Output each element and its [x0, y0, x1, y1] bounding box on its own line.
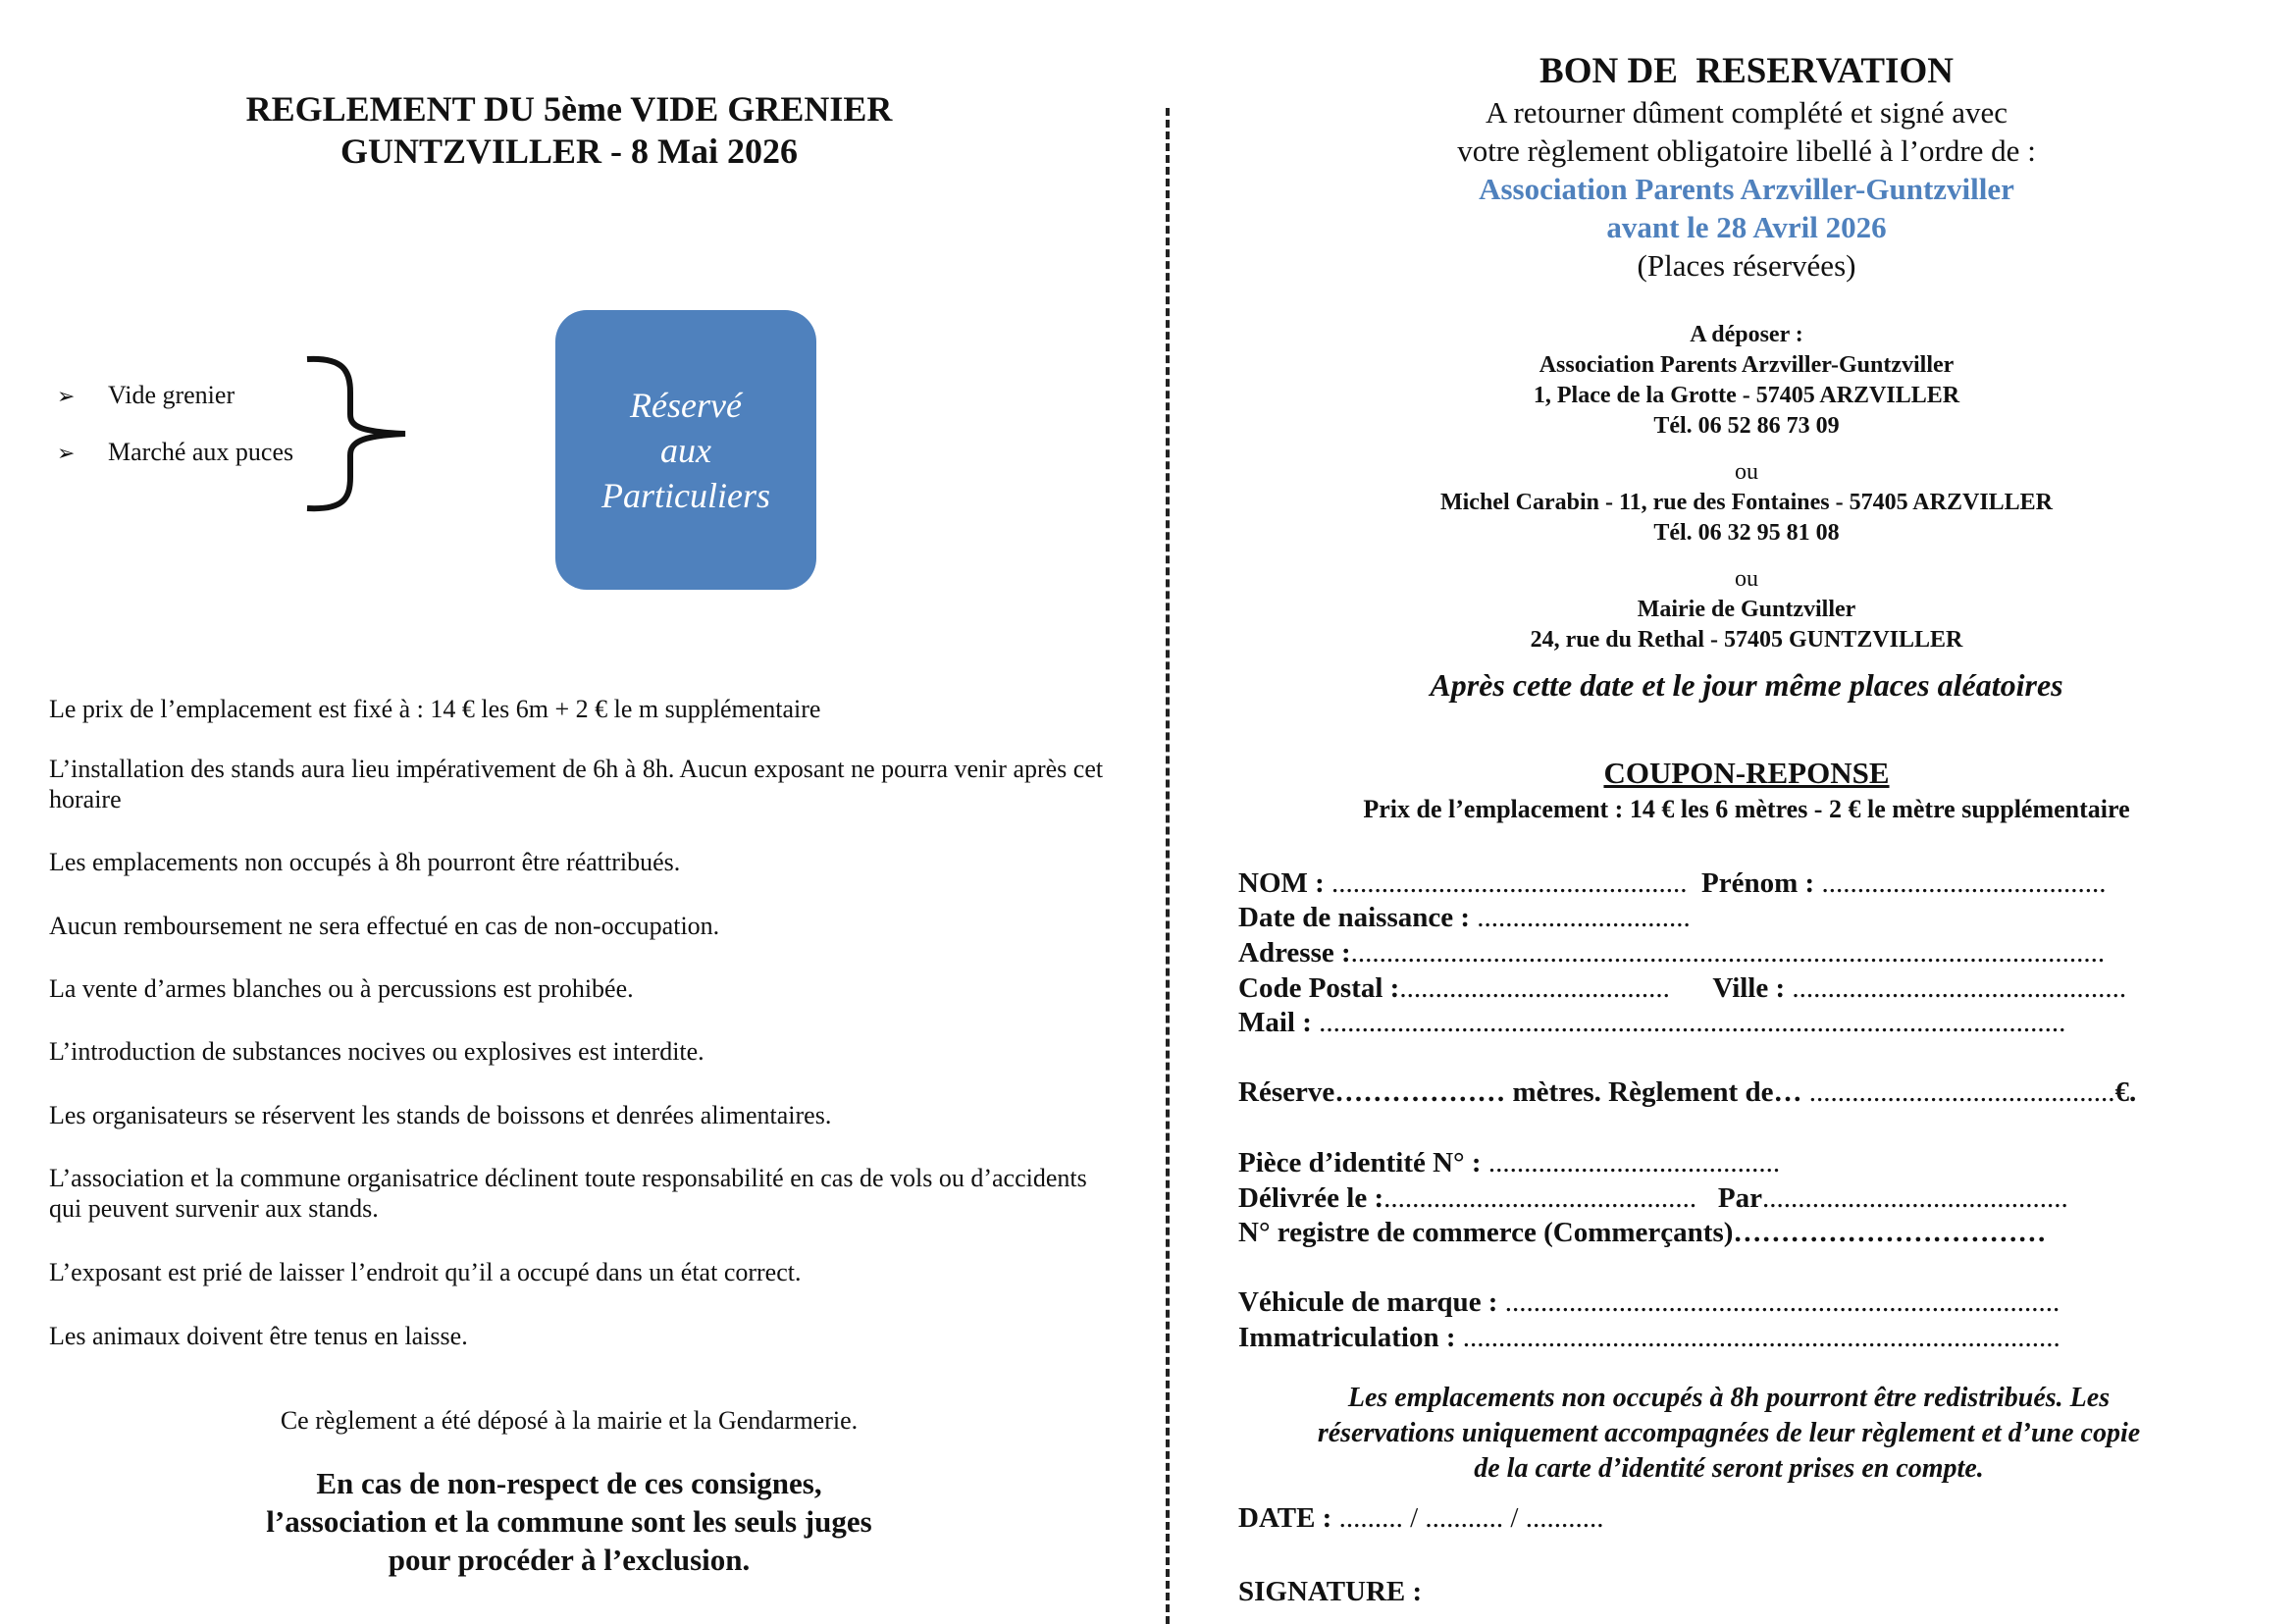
address-line: Tél. 06 32 95 81 08 — [1653, 520, 1840, 546]
field-label: Véhicule de marque : — [1238, 1286, 1498, 1318]
address-line: 1, Place de la Grotte - 57405 ARZVILLER — [1533, 383, 1960, 408]
notice-line: de la carte d’identité seront prises en compte. — [1474, 1453, 1984, 1484]
arrow-bullet-icon: ➢ — [57, 441, 76, 465]
category-label: Marché aux puces — [108, 438, 294, 466]
field-blank[interactable]: .......................................................................................................... — [1350, 937, 2106, 969]
address-field[interactable] — [1238, 936, 2105, 970]
after-date-notice: Après cette date et le jour même places aléatoires — [1430, 667, 2063, 703]
notice-line: Les emplacements non occupés à 8h pourront être redistribués. Les — [1347, 1383, 2111, 1413]
reserved-badge-line: aux — [660, 430, 711, 470]
field-label: NOM : — [1238, 867, 1325, 899]
id-issued-field[interactable] — [1238, 1181, 2068, 1216]
field-blank[interactable]: .............................. — [1470, 902, 1691, 933]
field-label: Mail : — [1238, 1007, 1312, 1038]
address-line: Michel Carabin - 11, rue des Fontaines - 57405 ARZVILLER — [1439, 490, 2054, 515]
rules-title-line-2: GUNTZVILLER - 8 Mai 2026 — [339, 131, 799, 171]
rule-item: Les organisateurs se réservent les stands de boissons et denrées alimentaires. — [49, 1101, 832, 1129]
birthdate-field[interactable] — [1238, 901, 1691, 935]
field-blank[interactable]: ......................................... — [1481, 1147, 1781, 1179]
reservation-deadline: avant le 28 Avril 2026 — [1606, 210, 1887, 244]
rules-title-line-1: REGLEMENT DU 5ème VIDE GRENIER — [245, 89, 893, 129]
field-label: Date de naissance : — [1238, 902, 1471, 933]
deposit-addresses — [1285, 320, 2208, 655]
rule-item: Les animaux doivent être tenus en laisse. — [49, 1322, 468, 1350]
coupon-title: COUPON-REPONSE — [1603, 756, 1890, 790]
category-label: Vide grenier — [108, 381, 235, 409]
field-label: Code Postal : — [1238, 972, 1400, 1004]
field-label: Délivrée le : — [1238, 1182, 1384, 1214]
postal-city-field[interactable] — [1238, 971, 2126, 1006]
exclusion-warning — [147, 1464, 991, 1579]
rule-item: L’installation des stands aura lieu impérativement de 6h à 8h. Aucun exposant ne pourra venir après cet horaire — [49, 755, 1104, 813]
rule-item: L’introduction de substances nocives ou explosives est interdite. — [49, 1037, 704, 1066]
reserved-badge — [555, 310, 816, 590]
reservation-title: BON DE RESERVATION — [1539, 51, 1954, 91]
coupon-price: Prix de l’emplacement : 14 € les 6 mètres - 2 € le mètre supplémentaire — [1363, 795, 2130, 823]
field-blank[interactable]: ...................................... — [1399, 972, 1670, 1004]
reserved-badge-line: Particuliers — [601, 475, 770, 515]
vehicle-brand-field[interactable] — [1238, 1285, 2060, 1320]
registration-field[interactable] — [1238, 1321, 2060, 1355]
curly-brace-icon — [299, 353, 417, 515]
mail-field[interactable] — [1238, 1006, 2065, 1040]
warning-line: En cas de non-respect de ces consignes, — [316, 1466, 822, 1500]
rule-item: Le prix de l’emplacement est fixé à : 14 € les 6m + 2 € le m supplémentaire — [49, 695, 821, 723]
or-separator: ou — [1735, 566, 1758, 592]
address-line: Mairie de Guntzviller — [1637, 597, 1856, 622]
reserved-badge-line: Réservé — [630, 385, 742, 425]
field-blank[interactable]: .................................................. — [1324, 867, 1688, 899]
address-line: Tél. 06 52 86 73 09 — [1653, 413, 1840, 439]
rules-title — [147, 88, 991, 173]
intro-line: A retourner dûment complété et signé avec — [1486, 95, 2008, 130]
rule-item: L’exposant est prié de laisser l’endroit qu’il a occupé dans un état correct. — [49, 1258, 802, 1286]
date-field[interactable] — [1238, 1501, 1603, 1536]
field-label: SIGNATURE : — [1238, 1576, 1423, 1607]
field-label: Par — [1717, 1182, 1762, 1214]
field-blank[interactable]: ............................................ — [1383, 1182, 1697, 1214]
address-line: Association Parents Arzviller-Guntzviller — [1539, 352, 1955, 378]
warning-line: l’association et la commune sont les seuls juges — [266, 1504, 872, 1539]
field-label: Immatriculation : — [1238, 1322, 1456, 1353]
id-number-field[interactable] — [1238, 1146, 1780, 1180]
euro-suffix: €. — [2114, 1076, 2137, 1108]
rule-item: La vente d’armes blanches ou à percussions est prohibée. — [49, 974, 634, 1003]
warning-line: pour procéder à l’exclusion. — [388, 1543, 751, 1577]
signature-field[interactable] — [1238, 1575, 1422, 1609]
redistribution-notice — [1238, 1381, 2219, 1487]
reservation-header — [1285, 49, 2208, 285]
deposit-note: Ce règlement a été déposé à la mairie et la Gendarmerie. — [280, 1406, 859, 1435]
reservation-length-field[interactable] — [1238, 1075, 2136, 1110]
cut-line-divider — [1166, 108, 1170, 1624]
notice-line: réservations uniquement accompagnées de leur règlement et d’une copie — [1317, 1418, 2141, 1448]
or-separator: ou — [1735, 459, 1758, 485]
name-field[interactable] — [1238, 866, 2106, 901]
field-blank[interactable]: ........................................... — [1801, 1076, 2115, 1108]
deposit-label: A déposer : — [1690, 322, 1803, 347]
rule-item: L’association et la commune organisatrice déclinent toute responsabilité en cas de vols ou d’accidents qui peuvent survenir aux stands. — [49, 1164, 1087, 1223]
rule-item: Les emplacements non occupés à 8h pourront être réattribués. — [49, 848, 681, 876]
arrow-bullet-icon: ➢ — [57, 384, 76, 408]
payee-association: Association Parents Arzviller-Guntzviller — [1479, 172, 2014, 206]
trade-register-field[interactable] — [1238, 1216, 2046, 1250]
field-blank[interactable]: ......... / ........... / ........... — [1331, 1502, 1604, 1534]
rule-item: Aucun remboursement ne sera effectué en cas de non-occupation. — [49, 912, 720, 940]
field-label: Pièce d’identité N° : — [1238, 1147, 1482, 1179]
field-label: Adresse : — [1238, 937, 1351, 969]
field-blank[interactable]: ............................................... — [1785, 972, 2127, 1004]
field-label: Ville : — [1712, 972, 1786, 1004]
intro-line: votre règlement obligatoire libellé à l’ordre de : — [1457, 133, 2036, 168]
field-blank[interactable]: ........................................ — [1814, 867, 2107, 899]
address-line: 24, rue du Rethal - 57405 GUNTZVILLER — [1530, 627, 1963, 653]
field-label: DATE : — [1238, 1502, 1332, 1534]
field-label: Prénom : — [1701, 867, 1815, 899]
field-blank[interactable]: ........................................... — [1761, 1182, 2068, 1214]
field-label: Réserve……………… mètres. Règlement de… — [1238, 1076, 1802, 1108]
field-blank[interactable]: .............................................................................. — [1497, 1286, 2060, 1318]
places-note: (Places réservées) — [1637, 248, 1856, 283]
field-blank[interactable]: ......................................................................................................... — [1311, 1007, 2066, 1038]
field-blank[interactable]: .................................................................................... — [1455, 1322, 2060, 1353]
field-label: N° registre de commerce (Commerçants)…………………………… — [1238, 1217, 2047, 1248]
